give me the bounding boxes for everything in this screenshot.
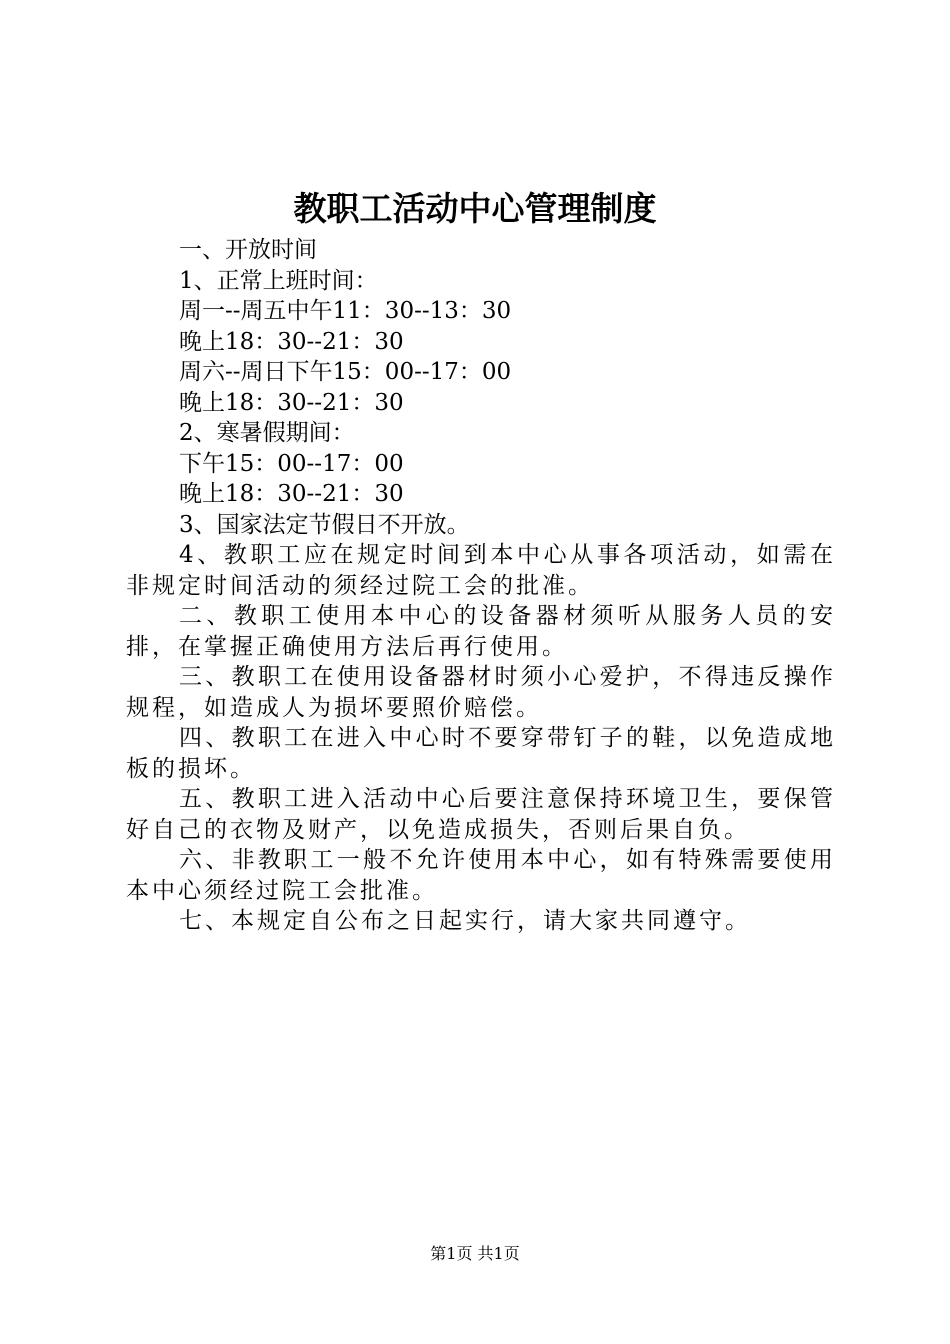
paragraph: 六、非教职工一般不允许使用本中心，如有特殊需要使用本中心须经过院工会批准。 — [126, 847, 836, 904]
paragraph: 二、教职工使用本中心的设备器材须听从服务人员的安排，在掌握正确使用方法后再行使用。 — [126, 603, 836, 660]
paragraph: 4、教职工应在规定时间到本中心从事各项活动，如需在非规定时间活动的须经过院工会的批准。 — [126, 542, 836, 599]
paragraph: 五、教职工进入活动中心后要注意保持环境卫生，要保管好自己的衣物及财产，以免造成损失，否则后果自负。 — [126, 786, 836, 843]
paragraph: 四、教职工在进入中心时不要穿带钉子的鞋，以免造成地板的损坏。 — [126, 725, 836, 782]
text-line: 2、寒暑假期间： — [179, 420, 355, 446]
text-line: 晚上18：30--21：30 — [179, 389, 404, 416]
section-heading-opening-hours: 一、开放时间 — [179, 237, 317, 263]
page-footer: 第1页 共1页 — [430, 1244, 520, 1263]
text-line: 晚上18：30--21：30 — [179, 481, 404, 507]
document-title: 教职工活动中心管理制度 — [293, 189, 657, 228]
text-line: 晚上18：30--21：30 — [179, 328, 404, 355]
document-body — [126, 235, 836, 937]
text-line: 周一--周五中午11：30--13：30 — [179, 298, 512, 324]
text-line: 下午15：00--17：00 — [179, 450, 404, 477]
text-line: 周六--周日下午15：00--17：00 — [179, 359, 512, 385]
text-line: 3、国家法定节假日不开放。 — [179, 511, 470, 538]
paragraph: 七、本规定自公布之日起实行，请大家共同遵守。 — [179, 908, 751, 934]
text-line: 1、正常上班时间： — [179, 267, 378, 294]
paragraph: 三、教职工在使用设备器材时须小心爱护，不得违反操作规程，如造成人为损坏要照价赔偿。 — [126, 664, 836, 721]
